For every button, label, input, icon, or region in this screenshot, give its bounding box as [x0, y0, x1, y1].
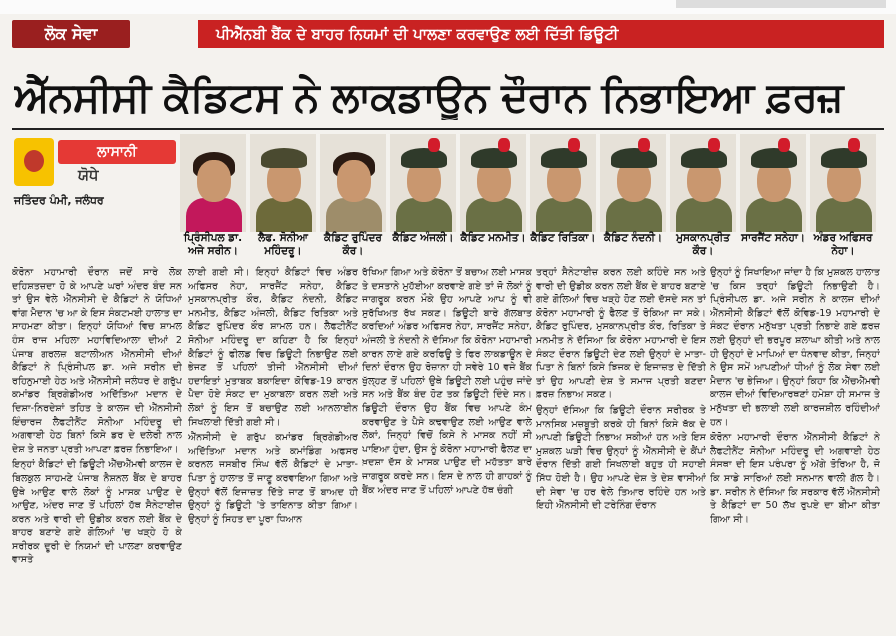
section-label: ਲੋਕ ਸੇਵਾ [12, 20, 130, 48]
photo-caption: ਅੰਡਰ ਅਫਿਸਰ ਨੇਹਾ। [813, 232, 873, 257]
photo-caption: ਕੈਡਿਟ ਨੰਦਨੀ। [603, 232, 663, 244]
portrait-photo [460, 134, 528, 232]
photo-caption: ਲੈਫ. ਸੋਨੀਆ ਮਹਿੰਦਰੂ। [258, 232, 308, 257]
series-logo [14, 138, 176, 186]
photo-captions [180, 232, 884, 266]
emblem-icon [14, 138, 54, 186]
photo-strip [180, 134, 884, 232]
portrait-photo [810, 134, 878, 232]
logo-sub: ਯੋਧੇ [78, 166, 99, 184]
paragraph: ਕੋਰੋਨਾ ਮਹਾਮਾਰੀ ਦੌਰਾਨ ਜਦੋਂ ਸਾਰੇ ਲੋਕ ਦਹਿਸ਼ਤਜ਼ਦਾ ਹੋ ਕੇ ਆਪਣੇ ਘਰਾਂ ਅੰਦਰ ਬੰਦ ਸਨ ਤਾਂ ਉਸ ਵੇਲੇ ਐੱਨਸੀਸੀ ਦੇ ਕੈਡਿਟਾਂ ਨੇ ਯੋਧਿਆਂ ਵਾਂਗ ਮੈਦਾਨ 'ਚ ਆ ਕੇ ਇਸ ਸੰਕਟਮਈ ਹਾਲਾਤ ਦਾ ਸਾਹਮਣਾ ਕੀਤਾ। ਇਨ੍ਹਾਂ ਯੋਧਿਆਂ ਵਿਚ ਸ਼ਾਮਲ ਹੰਸ ਰਾਜ ਮਹਿਲਾ ਮਹਾਵਿਦਿਆਲਾ ਦੀਆਂ 2 ਪੰਜਾਬ ਗਰਲਜ਼ ਬਟਾਲੀਅਨ ਐੱਨਸੀਸੀ ਦੀਆਂ ਕੈਡਿਟਾਂ ਨੇ ਪ੍ਰਿੰਸੀਪਲ ਡਾ. ਅਜੇ ਸਰੀਨ ਦੀ ਰਹਿਨੁਮਾਈ ਹੇਠ ਅਤੇ ਐੱਨਸੀਸੀ ਜਲੰਧਰ ਦੇ ਗਰੁੱਪ ਕਮਾਂਡਰ ਬ੍ਰਿਗੇਡੀਅਰ ਅਦਿੱਤਿਆ ਮਦਾਨ ਦੇ ਦਿਸ਼ਾ-ਨਿਰਦੇਸ਼ਾਂ ਤਹਿਤ ਤੇ ਕਾਲਜ ਦੀ ਐੱਨਸੀਸੀ ਇੰਚਾਰਜ ਲੈਫਟੀਨੈਂਟ ਸੋਨੀਆ ਮਹਿੰਦਰੂ ਦੀ ਅਗਵਾਈ ਹੇਠ ਬਿਨਾਂ ਕਿਸੇ ਡਰ ਦੇ ਦਲੇਰੀ ਨਾਲ ਦੇਸ਼ ਤੇ ਜਨਤਾ ਪ੍ਰਤੀ ਆਪਣਾ ਫ਼ਰਜ਼ ਨਿਭਾਇਆ। [12, 267, 182, 455]
photo-caption: ਸਾਰਜੈਂਟ ਸਨੇਹਾ। [741, 232, 805, 244]
portrait-photo [180, 134, 248, 232]
article-body [12, 266, 884, 632]
article-column [12, 266, 182, 632]
paragraph: ਕੋਰੋਨਾ ਮਹਾਮਾਰੀ ਦੌਰਾਨ ਐੱਨਸੀਸੀ ਕੈਡਿਟਾਂ ਨੇ ਲੈਫਟੀਨੈਂਟ ਸੋਨੀਆ ਮਹਿੰਦਰੂ ਦੀ ਅਗਵਾਈ ਹੇਠ ਸੰਸਥਾ ਦੀ ਇਸ ਪਰੰਪਰਾ ਨੂੰ ਅੱਗੇ ਤੋਰਿਆ ਹੈ, ਜੋ ਕਿ ਸਾਡੇ ਸਾਰਿਆਂ ਲਈ ਸਨਮਾਨ ਵਾਲੀ ਗੱਲ ਹੈ। ਡਾ. ਸਰੀਨ ਨੇ ਦੱਸਿਆ ਕਿ ਸਰਕਾਰ ਵੱਲੋਂ ਐੱਨਸੀਸੀ ਤੇ ਕੈਡਿਟਾਂ ਦਾ 50 ਲੱਖ ਰੁਪਏ ਦਾ ਬੀਮਾ ਕੀਤਾ ਗਿਆ ਸੀ। [710, 432, 880, 525]
portrait-photo [250, 134, 318, 232]
headline-rule [12, 128, 884, 130]
portrait-photo [530, 134, 598, 232]
portrait-photo [740, 134, 808, 232]
top-strip [0, 0, 896, 14]
photo-caption: ਕੈਡਿਟ ਅੰਜਲੀ। [392, 232, 454, 244]
portrait-photo [390, 134, 458, 232]
paragraph: ਉਨ੍ਹਾਂ ਨੂੰ ਸਿਖਾਇਆ ਜਾਂਦਾ ਹੈ ਕਿ ਮੁਸ਼ਕਲ ਹਾਲਾਤ 'ਚ ਕਿਸ ਤਰ੍ਹਾਂ ਡਿਊਟੀ ਨਿਭਾਉਣੀ ਹੈ। ਪ੍ਰਿੰਸੀਪਲ ਡਾ. ਅਜੇ ਸਰੀਨ ਨੇ ਕਾਲਜ ਦੀਆਂ ਐੱਨਸੀਸੀ ਕੈਡਿਟਾਂ ਵੱਲੋਂ ਕੋਵਿਡ-19 ਮਹਾਮਾਰੀ ਦੇ ਸੰਕਟ ਦੌਰਾਨ ਮਨੁੱਖਤਾ ਪ੍ਰਤੀ ਨਿਭਾਏ ਗਏ ਫ਼ਰਜ਼ ਲਈ ਉਨ੍ਹਾਂ ਦੀ ਭਰਪੂਰ ਸ਼ਲਾਘਾ ਕੀਤੀ ਅਤੇ ਨਾਲ ਹੀ ਉਨ੍ਹਾਂ ਦੇ ਮਾਪਿਆਂ ਦਾ ਧੰਨਵਾਦ ਕੀਤਾ, ਜਿਨ੍ਹਾਂ ਨੇ ਉਸ ਸਮੇਂ ਆਪਣੀਆਂ ਧੀਆਂ ਨੂੰ ਲੋਕ ਸੇਵਾ ਲਈ ਮੈਦਾਨ 'ਚ ਭੇਜਿਆ। ਉਨ੍ਹਾਂ ਕਿਹਾ ਕਿ ਐੱਚਐੱਮਵੀ ਕਾਲਜ ਦੀਆਂ ਵਿਦਿਆਰਥਣਾਂ ਹਮੇਸ਼ਾ ਹੀ ਸਮਾਜ ਤੇ ਮਨੁੱਖਤਾ ਦੀ ਭਲਾਈ ਲਈ ਕਾਰਜਸ਼ੀਲ ਰਹਿੰਦੀਆਂ ਹਨ। [710, 267, 880, 428]
paragraph: ਤਰ੍ਹਾਂ ਸੈਨੇਟਾਈਜ਼ ਕਰਨ ਲਈ ਕਹਿੰਦੇ ਸਨ ਅਤੇ ਵਾਰੀ ਦੀ ਉਡੀਕ ਕਰਨ ਲਈ ਬੈਂਕ ਦੇ ਬਾਹਰ ਬਣਾਏ ਗਏ ਗੋਲਿਆਂ ਵਿਚ ਖੜ੍ਹੇ ਹੋਣ ਲਈ ਦੱਸਦੇ ਸਨ ਤਾਂ ਕੋਰੋਨਾ ਮਹਾਮਾਰੀ ਨੂੰ ਫੈਲਣ ਤੋਂ ਰੋਕਿਆ ਜਾ ਸਕੇ। ਕੈਡਿਟ ਰੁਪਿੰਦਰ, ਮੁਸਕਾਨਪ੍ਰੀਤ ਕੌਰ, ਰਿਤਿਕਾ ਤੇ ਮਨਮੀਤ ਨੇ ਦੱਸਿਆ ਕਿ ਕੋਰੋਨਾ ਮਹਾਮਾਰੀ ਦੇ ਇਸ ਸੰਕਟ ਦੌਰਾਨ ਡਿਊਟੀ ਦੇਣ ਲਈ ਉਨ੍ਹਾਂ ਦੇ ਮਾਤਾ-ਪਿਤਾ ਨੇ ਬਿਨਾਂ ਕਿਸੇ ਝਿਜਕ ਦੇ ਇਜਾਜ਼ਤ ਦੇ ਦਿੱਤੀ ਤਾਂ ਉਹ ਆਪਣੀ ਦੇਸ਼ ਤੇ ਸਮਾਜ ਪ੍ਰਤੀ ਬਣਦਾ ਫ਼ਰਜ਼ ਨਿਭਾਅ ਸਕਣ। [536, 267, 706, 401]
photo-caption: ਮੁਸਕਾਨਪ੍ਰੀਤ ਕੌਰ। [676, 232, 730, 257]
photo-caption: ਕੈਡਿਟ ਰੁਪਿੰਦਰ ਕੌਰ। [324, 232, 382, 257]
section-bar [12, 20, 884, 48]
paragraph: ਉਨ੍ਹਾਂ ਦੱਸਿਆ ਕਿ ਡਿਊਟੀ ਦੌਰਾਨ ਸਰੀਰਕ ਤੇ ਮਾਨਸਿਕ ਮਜ਼ਬੂਤੀ ਕਰਕੇ ਹੀ ਬਿਨਾਂ ਕਿਸੇ ਥੱਕ ਦੇ ਆਪਣੀ ਡਿਊਟੀ ਨਿਭਾਅ ਸਕੀਆਂ ਹਨ ਅਤੇ ਇਸ ਮੁਸ਼ਕਲ ਘੜੀ ਵਿਚ ਉਨ੍ਹਾਂ ਨੂੰ ਐੱਨਸੀਸੀ ਦੇ ਕੈਂਪਾਂ ਦੌਰਾਨ ਦਿੱਤੀ ਗਈ ਸਿਖਲਾਈ ਬਹੁਤ ਹੀ ਸਹਾਈ ਸਿੱਧ ਹੋਈ ਹੈ। ਉਹ ਆਪਣੇ ਦੇਸ਼ ਤੇ ਦੇਸ਼ ਵਾਸੀਆਂ ਦੀ ਸੇਵਾ 'ਚ ਹਰ ਵੇਲੇ ਤਿਆਰ ਰਹਿੰਦੇ ਹਨ ਅਤੇ ਇਹੀ ਐੱਨਸੀਸੀ ਦੀ ਟਰੇਨਿੰਗ ਦੌਰਾਨ [536, 404, 706, 512]
portrait-photo [670, 134, 738, 232]
headline: ਐੱਨਸੀਸੀ ਕੈਡਿਟਸ ਨੇ ਲਾਕਡਾਊਨ ਦੌਰਾਨ ਨਿਭਾਇਆ ਫ਼ਰਜ਼ [14, 74, 843, 120]
top-strip-text [676, 0, 886, 8]
byline: ਜਤਿੰਦਰ ਪੰਮੀ, ਜਲੰਧਰ [14, 194, 104, 207]
article-column [536, 266, 706, 632]
subheadline: ਪੀਐੱਨਬੀ ਬੈਂਕ ਦੇ ਬਾਹਰ ਨਿਯਮਾਂ ਦੀ ਪਾਲਣਾ ਕਰਵਾਉਣ ਲਈ ਦਿੱਤੀ ਡਿਊਟੀ [198, 20, 884, 48]
portrait-photo [600, 134, 668, 232]
portrait-photo [320, 134, 388, 232]
paragraph: ਰੱਖਿਆ ਗਿਆ ਅਤੇ ਕੋਰੋਨਾ ਤੋਂ ਬਚਾਅ ਲਈ ਮਾਸਕ ਤੇ ਦਸਤਾਨੇ ਮੁਹੱਈਆ ਕਰਵਾਏ ਗਏ ਤਾਂ ਜੋ ਲੋਕਾਂ ਨੂੰ ਜਾਗਰੂਕ ਕਰਨ ਮੌਕੇ ਉਹ ਆਪਣੇ ਆਪ ਨੂੰ ਵੀ ਸੁਰੱਖਿਅਤ ਰੱਖ ਸਕਣ। ਡਿਊਟੀ ਬਾਰੇ ਗੱਲਬਾਤ ਕਰਦਿਆਂ ਅੰਡਰ ਅਫਿਸਰ ਨੇਹਾ, ਸਾਰਜੈਂਟ ਸਨੇਹਾ, ਅੰਜਲੀ ਤੇ ਨੰਦਨੀ ਨੇ ਦੱਸਿਆ ਕਿ ਕੋਰੋਨਾ ਮਹਾਮਾਰੀ ਕਾਰਨ ਲਾਏ ਗਏ ਕਰਫਿਊ ਤੇ ਫਿਰ ਲਾਕਡਾਊਨ ਦੇ ਦਿਨਾਂ ਦੌਰਾਨ ਉਹ ਰੋਜ਼ਾਨਾ ਹੀ ਸਵੇਰੇ 10 ਵਜੇ ਬੈਂਕ ਖੁੱਲ੍ਹਣ ਤੋਂ ਪਹਿਲਾਂ ਉਥੇ ਡਿਊਟੀ ਲਈ ਪਹੁੰਚ ਜਾਂਦੇ ਸਨ ਅਤੇ ਬੈਂਕ ਬੰਦ ਹੋਣ ਤਕ ਡਿਊਟੀ ਦਿੰਦੇ ਸਨ। ਡਿਊਟੀ ਦੌਰਾਨ ਉਹ ਬੈਂਕ ਵਿਚ ਆਪਣੇ ਕੰਮ ਕਰਵਾਉਣ ਤੇ ਪੈਸੇ ਕਢਵਾਉਣ ਲਈ ਆਉਣ ਵਾਲੇ ਲੋਕਾਂ, ਜਿਨ੍ਹਾਂ ਵਿਚੋਂ ਕਿਸੇ ਨੇ ਮਾਸਕ ਨਹੀਂ ਸੀ ਪਾਇਆ ਹੁੰਦਾ, ਉਸ ਨੂੰ ਕੋਰੋਨਾ ਮਹਾਮਾਰੀ ਫੈਲਣ ਦਾ ਖ਼ਦਸ਼ਾ ਦੱਸ ਕੇ ਮਾਸਕ ਪਾਉਣ ਦੀ ਮਹੱਤਤਾ ਬਾਰੇ ਜਾਗਰੂਕ ਕਰਦੇ ਸਨ। ਇਸ ਦੇ ਨਾਲ ਹੀ ਗਾਹਕਾਂ ਨੂੰ ਬੈਂਕ ਅੰਦਰ ਜਾਣ ਤੋਂ ਪਹਿਲਾਂ ਆਪਣੇ ਹੱਥ ਚੰਗੀ [362, 267, 532, 496]
article-column [710, 266, 880, 632]
article-column [362, 266, 532, 632]
logo-word: ਲਾਸਾਨੀ [58, 140, 176, 164]
photo-caption: ਪ੍ਰਿੰਸੀਪਲ ਡਾ. ਅਜੇ ਸਰੀਨ। [183, 232, 243, 257]
photo-caption: ਕੈਡਿਟ ਮਨਮੀਤ। [460, 232, 526, 244]
paragraph: ਐੱਨਸੀਸੀ ਦੇ ਗਰੁੱਪ ਕਮਾਂਡਰ ਬ੍ਰਿਗੇਡੀਅਰ ਅਦਿੱਤਿਆ ਮਦਾਨ ਅਤੇ ਕਮਾਂਡਿੰਗ ਅਫਸਰ ਕਰਨਲ ਜਸਬੀਰ ਸਿੰਘ ਵੱਲੋਂ ਕੈਡਿਟਾਂ ਦੇ ਮਾਤਾ-ਪਿਤਾ ਨੂੰ ਹਾਲਾਤ ਤੋਂ ਜਾਣੂ ਕਰਵਾਇਆ ਗਿਆ ਅਤੇ ਉਨ੍ਹਾਂ ਵੱਲੋਂ ਇਜਾਜ਼ਤ ਦਿੱਤੇ ਜਾਣ ਤੋਂ ਬਾਅਦ ਹੀ ਉਨ੍ਹਾਂ ਨੂੰ ਡਿਊਟੀ 'ਤੇ ਤਾਇਨਾਤ ਕੀਤਾ ਗਿਆ। ਉਨ੍ਹਾਂ ਨੂੰ ਸਿਹਤ ਦਾ ਪੂਰਾ ਧਿਆਨ [188, 432, 358, 525]
paragraph: ਲਾਈ ਗਈ ਸੀ। ਇਨ੍ਹਾਂ ਕੈਡਿਟਾਂ ਵਿਚ ਅੰਡਰ ਅਫਿਸਰ ਨੇਹਾ, ਸਾਰਜੈਂਟ ਸਨੇਹਾ, ਕੈਡਿਟ ਮੁਸਕਾਨਪ੍ਰੀਤ ਕੌਰ, ਕੈਡਿਟ ਨੰਦਨੀ, ਕੈਡਿਟ ਮਨਮੀਤ, ਕੈਡਿਟ ਅੰਜਲੀ, ਕੈਡਿਟ ਰਿਤਿਕਾ ਅਤੇ ਕੈਡਿਟ ਰੁਪਿੰਦਰ ਕੌਰ ਸ਼ਾਮਲ ਹਨ। ਲੈਫਟੀਨੈਂਟ ਸੋਨੀਆ ਮਹਿੰਦਰੂ ਦਾ ਕਹਿਣਾ ਹੈ ਕਿ ਇਨ੍ਹਾਂ ਕੈਡਿਟਾਂ ਨੂੰ ਫੀਲਡ ਵਿਚ ਡਿਊਟੀ ਨਿਭਾਉਣ ਲਈ ਭੇਜਣ ਤੋਂ ਪਹਿਲਾਂ ਤੀਜੀ ਐੱਨਸੀਸੀ ਦੀਆਂ ਹਦਾਇਤਾਂ ਮੁਤਾਬਕ ਬਕਾਇਦਾ ਕੋਵਿਡ-19 ਕਾਰਨ ਪੈਦਾ ਹੋਏ ਸੰਕਟ ਦਾ ਮੁਕਾਬਲਾ ਕਰਨ ਲਈ ਅਤੇ ਲੋਕਾਂ ਨੂੰ ਇਸ ਤੋਂ ਬਚਾਉਣ ਲਈ ਆਨਲਾਈਨ ਸਿਖਲਾਈ ਦਿੱਤੀ ਗਈ ਸੀ। [188, 267, 358, 428]
paragraph: ਇਨ੍ਹਾਂ ਕੈਡਿਟਾਂ ਦੀ ਡਿਊਟੀ ਐੱਚਐੱਮਵੀ ਕਾਲਜ ਦੇ ਬਿਲਕੁਲ ਸਾਹਮਣੇ ਪੰਜਾਬ ਨੈਸ਼ਨਲ ਬੈਂਕ ਦੇ ਬਾਹਰ ਉਥੇ ਆਉਣ ਵਾਲੇ ਲੋਕਾਂ ਨੂੰ ਮਾਸਕ ਪਾਉਣ ਦੇ ਆਉਣ, ਅੰਦਰ ਜਾਣ ਤੋਂ ਪਹਿਲਾਂ ਹੱਥ ਸੈਨੇਟਾਈਜ਼ ਕਰਨ ਅਤੇ ਵਾਰੀ ਦੀ ਉਡੀਕ ਕਰਨ ਲਈ ਬੈਂਕ ਦੇ ਬਾਹਰ ਬਣਾਏ ਗਏ ਗੋਲਿਆਂ 'ਚ ਖੜ੍ਹੇ ਹੋ ਕੇ ਸਰੀਰਕ ਦੂਰੀ ਦੇ ਨਿਯਮਾਂ ਦੀ ਪਾਲਣਾ ਕਰਵਾਉਣ ਵਾਸਤੇ [12, 459, 182, 566]
photo-caption: ਕੈਡਿਟ ਰਿਤਿਕਾ। [530, 232, 596, 244]
article-column [188, 266, 358, 632]
